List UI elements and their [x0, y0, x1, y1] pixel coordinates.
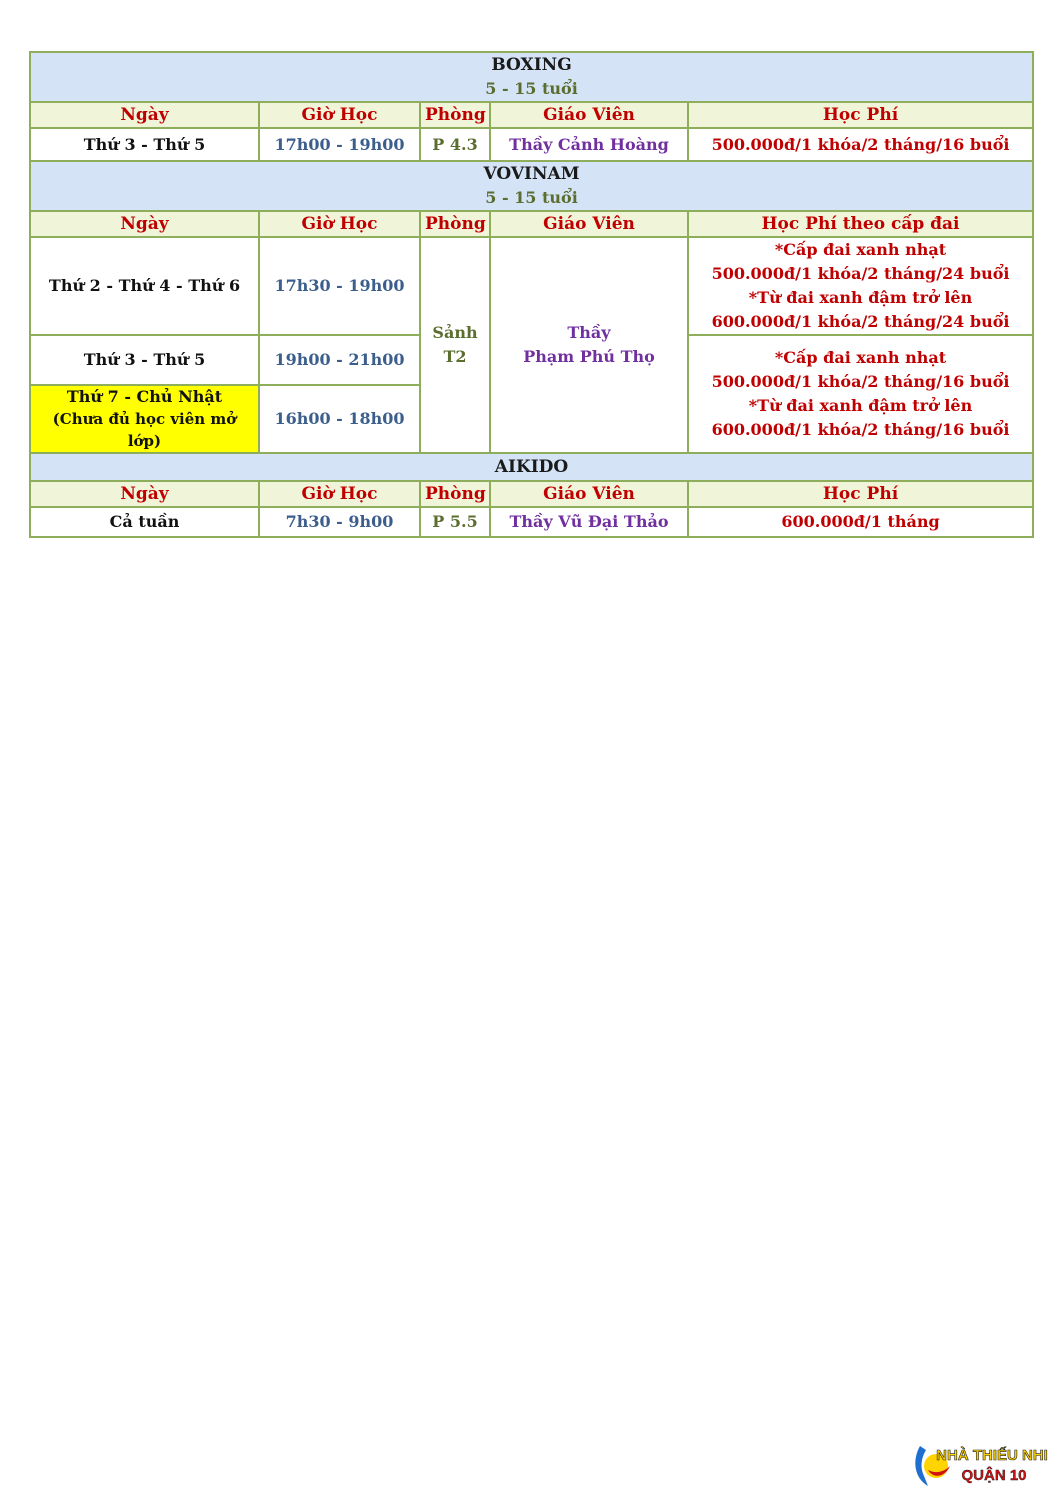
- vovinam-fee-16: [688, 335, 1033, 453]
- vovinam-time-3: 16h00 - 18h00: [259, 385, 420, 453]
- aikido-column-headers: [30, 481, 1033, 507]
- fee-line: *Cấp đai xanh nhạt: [774, 240, 947, 259]
- header-time: Giờ Học: [259, 102, 420, 128]
- aikido-title: AIKIDO: [494, 457, 569, 477]
- aikido-time: 7h30 - 9h00: [259, 507, 420, 537]
- fee-line: 500.000đ/1 khóa/2 tháng/16 buổi: [711, 372, 1010, 391]
- vovinam-room-line1: Sảnh: [432, 323, 478, 342]
- aikido-teacher: Thầy Vũ Đại Thảo: [490, 507, 688, 537]
- table-row: [30, 128, 1033, 161]
- boxing-title: BOXING: [491, 55, 572, 75]
- boxing-fee: 500.000đ/1 khóa/2 tháng/16 buổi: [688, 128, 1033, 161]
- vovinam-day-3-line1: Thứ 7 - Chủ Nhật: [66, 387, 223, 406]
- header-day: Ngày: [30, 102, 259, 128]
- header-day: Ngày: [30, 211, 259, 237]
- header-room: Phòng: [420, 102, 490, 128]
- fee-line: *Cấp đai xanh nhạt: [774, 348, 947, 367]
- vovinam-teacher: [490, 237, 688, 453]
- vovinam-day-2: Thứ 3 - Thứ 5: [30, 335, 259, 385]
- header-time: Giờ Học: [259, 481, 420, 507]
- header-room: Phòng: [420, 481, 490, 507]
- aikido-section-header: [30, 453, 1033, 481]
- vovinam-day-3: [30, 385, 259, 453]
- vovinam-room-line2: T2: [443, 347, 467, 366]
- vovinam-age: 5 - 15 tuổi: [485, 188, 578, 207]
- fee-line: *Từ đai xanh đậm trở lên: [748, 396, 973, 415]
- header-time: Giờ Học: [259, 211, 420, 237]
- table-row: [30, 507, 1033, 537]
- aikido-fee: 600.000đ/1 tháng: [688, 507, 1033, 537]
- schedule-table: [29, 51, 1034, 538]
- fee-line: 600.000đ/1 khóa/2 tháng/16 buổi: [711, 420, 1010, 439]
- boxing-column-headers: [30, 102, 1033, 128]
- vovinam-teacher-line1: Thầy: [567, 323, 611, 342]
- boxing-room: P 4.3: [420, 128, 490, 161]
- vovinam-column-headers: [30, 211, 1033, 237]
- aikido-room: P 5.5: [420, 507, 490, 537]
- header-day: Ngày: [30, 481, 259, 507]
- fee-line: 500.000đ/1 khóa/2 tháng/24 buổi: [711, 264, 1010, 283]
- table-row: [30, 237, 1033, 335]
- vovinam-time-1: 17h30 - 19h00: [259, 237, 420, 335]
- header-fee: Học Phí: [688, 481, 1033, 507]
- vovinam-time-2: 19h00 - 21h00: [259, 335, 420, 385]
- vovinam-teacher-line2: Phạm Phú Thọ: [523, 347, 655, 366]
- fee-line: *Từ đai xanh đậm trở lên: [748, 288, 973, 307]
- fee-line: 600.000đ/1 khóa/2 tháng/24 buổi: [711, 312, 1010, 331]
- boxing-age: 5 - 15 tuổi: [485, 79, 578, 98]
- header-teacher: Giáo Viên: [490, 481, 688, 507]
- nha-thieu-nhi-logo: [912, 1436, 1048, 1492]
- vovinam-fee-24: [688, 237, 1033, 335]
- header-teacher: Giáo Viên: [490, 211, 688, 237]
- boxing-day: Thứ 3 - Thứ 5: [30, 128, 259, 161]
- header-teacher: Giáo Viên: [490, 102, 688, 128]
- logo-text-line1: NHÀ THIẾU NHI: [936, 1447, 1048, 1464]
- header-room: Phòng: [420, 211, 490, 237]
- logo-text-line2: QUẬN 10: [961, 1467, 1027, 1484]
- vovinam-title: VOVINAM: [483, 164, 580, 184]
- boxing-section-header: [30, 52, 1033, 102]
- boxing-teacher: Thầy Cảnh Hoàng: [490, 128, 688, 161]
- vovinam-day-3-line2: (Chưa đủ học viên mở lớp): [52, 410, 237, 450]
- aikido-day: Cả tuần: [30, 507, 259, 537]
- header-fee: Học Phí: [688, 102, 1033, 128]
- vovinam-room: [420, 237, 490, 453]
- vovinam-section-header: [30, 161, 1033, 211]
- boxing-time: 17h00 - 19h00: [259, 128, 420, 161]
- header-fee-belt: Học Phí theo cấp đai: [688, 211, 1033, 237]
- vovinam-day-1: Thứ 2 - Thứ 4 - Thứ 6: [30, 237, 259, 335]
